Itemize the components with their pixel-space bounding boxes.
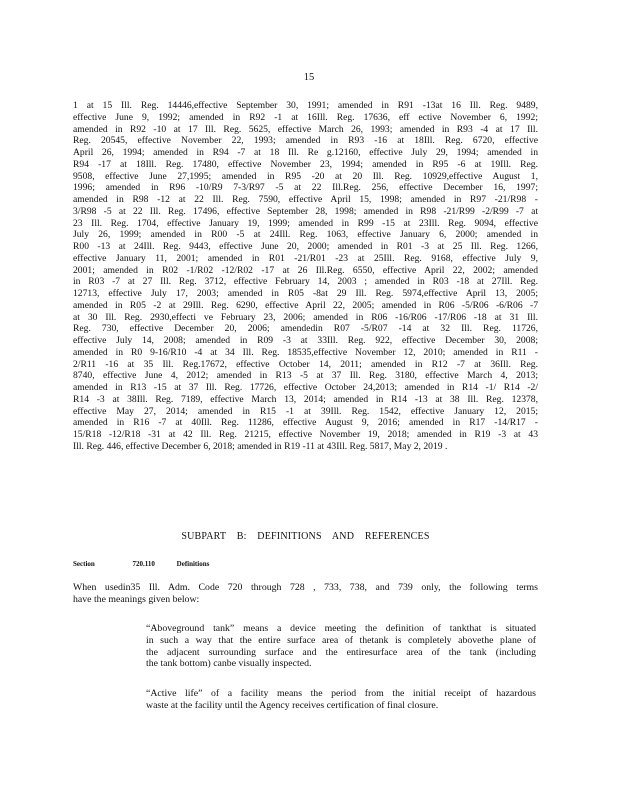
history-line: R94 -17 at 18Ill. Reg. 17480, effective November 23, 1994; amended in R95 -6 at 19Ill. Reg.: [73, 158, 538, 170]
definition-line: “Aboveground tank” means a device meeting the definition of tankthat is situated: [146, 623, 536, 634]
history-line: in R03 -7 at 27 Ill. Reg. 3712, effective February 14, 2003 ; amended in R03 -18 at 27Ill. Reg.: [73, 276, 538, 288]
history-line: Reg. 730, effective December 20, 2006; amendedin R07 -5/R07 -14 at 32 Ill. Reg. 11726,: [73, 323, 538, 335]
history-line: April 26, 1994; amended in R94 -7 at 18 Ill. Re g.12160, effective July 29, 1994; amended in: [73, 147, 538, 158]
history-line: 23 Ill. Reg. 1704, effective January 19, 1999; amended in R99 -15 at 23Ill. Reg. 9094, effective: [73, 217, 538, 229]
source-history-paragraph: [73, 100, 538, 453]
subpart-heading: SUBPART B: DEFINITIONS AND REFERENCES: [181, 531, 430, 542]
history-line: effective January 11, 2001; amended in R01 -21/R01 -23 at 25Ill. Reg. 9168, effective July 9,: [73, 252, 538, 264]
history-line: effective June 9, 1992; amended in R92 -1 at 16Ill. Reg. 17636, eff ective November 6, 1992;: [73, 111, 538, 123]
definition-line: waste at the facility until the Agency receives certification of final closure.: [146, 699, 439, 711]
definition-line: the adjacent surrounding surface and the entiresurface area of the tank (including: [146, 646, 536, 658]
history-line: 1 at 15 Ill. Reg. 14446,effective September 30, 1991; amended in R91 -13at 16 Ill. Reg. 9489,: [73, 100, 538, 111]
section-number: 720.110: [132, 560, 155, 568]
definitions-intro-paragraph: [73, 582, 538, 606]
history-line: amended in R92 -10 at 17 Ill. Reg. 5625, effective March 26, 1993; amended in R93 -4 at 17 Ill.: [73, 123, 538, 135]
history-line: July 26, 1999; amended in R00 -5 at 24Ill. Reg. 1063, effective January 6, 2000; amended in: [73, 229, 538, 241]
history-line: 2/R11 -16 at 35 Ill. Reg.17672, effective October 14, 2011; amended in R12 -7 at 36Ill. Reg.: [73, 358, 538, 370]
history-line: amended in R13 -15 at 37 Ill. Reg. 17726, effective October 24,2013; amended in R14 -1/ R14 -2/: [73, 382, 538, 393]
history-line: 1996; amended in R96 -10/R9 7-3/R97 -5 at 22 Ill.Reg. 256, effective December 16, 1997;: [73, 182, 538, 194]
section-label: Section: [73, 560, 95, 568]
definition-line: the tank bottom) canbe visually inspected.: [146, 658, 312, 670]
history-line: effective May 27, 2014; amended in R15 -1 at 39Ill. Reg. 1542, effective January 12, 2015;: [73, 405, 538, 417]
history-line: Ill. Reg. 446, effective December 6, 2018; amended in R19 -11 at 43Ill. Reg. 5817, May 2, 2019 .: [73, 440, 448, 452]
definition-aboveground-tank: [146, 623, 536, 670]
history-line: effective July 14, 2008; amended in R09 -3 at 33Ill. Reg. 922, effective December 30, 2008;: [73, 335, 538, 346]
history-line: 12713, effective July 17, 2003; amended in R05 -8at 29 Ill. Reg. 5974,effective April 13, 2005;: [73, 288, 538, 299]
history-line: amended in R0 9-16/R10 -4 at 34 Ill. Reg. 18535,effective November 12, 2010; amended in R11 -: [73, 346, 538, 358]
intro-line: have the meanings given below:: [73, 593, 200, 605]
section-title: Definitions: [176, 560, 210, 568]
history-line: 3/R98 -5 at 22 Ill. Reg. 17496, effective September 28, 1998; amended in R98 -21/R99 -2/R99 -7 at: [73, 205, 538, 217]
section-heading: [73, 560, 209, 568]
history-line: 2001; amended in R02 -1/R02 -12/R02 -17 at 26 Ill.Reg. 6550, effective April 22, 2002; amended: [73, 264, 538, 276]
history-line: R14 -3 at 38Ill. Reg. 7189, effective March 13, 2014; amended in R14 -13 at 38 Ill. Reg. 12378,: [73, 393, 538, 405]
history-line: at 30 Ill. Reg. 2930,effecti ve February 23, 2006; amended in R06 -16/R06 -17/R06 -18 at 31 Ill.: [73, 311, 538, 323]
history-line: amended in R16 -7 at 40Ill. Reg. 11286, effective August 9, 2016; amended in R17 -14/R17 -: [73, 417, 538, 429]
history-line: amended in R98 -12 at 22 Ill. Reg. 7590, effective April 15, 1998; amended in R97 -21/R98 -: [73, 194, 538, 205]
definition-line: in such a way that the entire surface area of thetank is completely abovethe plane of: [146, 634, 536, 646]
definition-active-life: [146, 688, 536, 712]
history-line: R00 -13 at 24Ill. Reg. 9443, effective June 20, 2000; amended in R01 -3 at 25 Ill. Reg. 1266,: [73, 241, 538, 252]
history-line: 15/R18 -12/R18 -31 at 42 Ill. Reg. 21215, effective November 19, 2018; amended in R19 -3 at 43: [73, 429, 538, 440]
history-line: 8740, effective June 4, 2012; amended in R13 -5 at 37 Ill. Reg. 3180, effective March 4, 2013;: [73, 370, 538, 382]
history-line: amended in R05 -2 at 29Ill. Reg. 6290, effective April 22, 2005; amended in R06 -5/R06 -6/R06 -7: [73, 299, 538, 311]
history-line: Reg. 20545, effective November 22, 1993; amended in R93 -16 at 18Ill. Reg. 6720, effective: [73, 135, 538, 147]
definition-line: “Active life” of a facility means the period from the initial receipt of hazardous: [146, 688, 536, 699]
history-line: 9508, effective June 27,1995; amended in R95 -20 at 20 Ill. Reg. 10929,effective August 1,: [73, 170, 538, 182]
intro-line: When usedin35 Ill. Adm. Code 720 through 728 , 733, 738, and 739 only, the following terms: [73, 582, 538, 593]
page-number: 15: [303, 72, 315, 83]
